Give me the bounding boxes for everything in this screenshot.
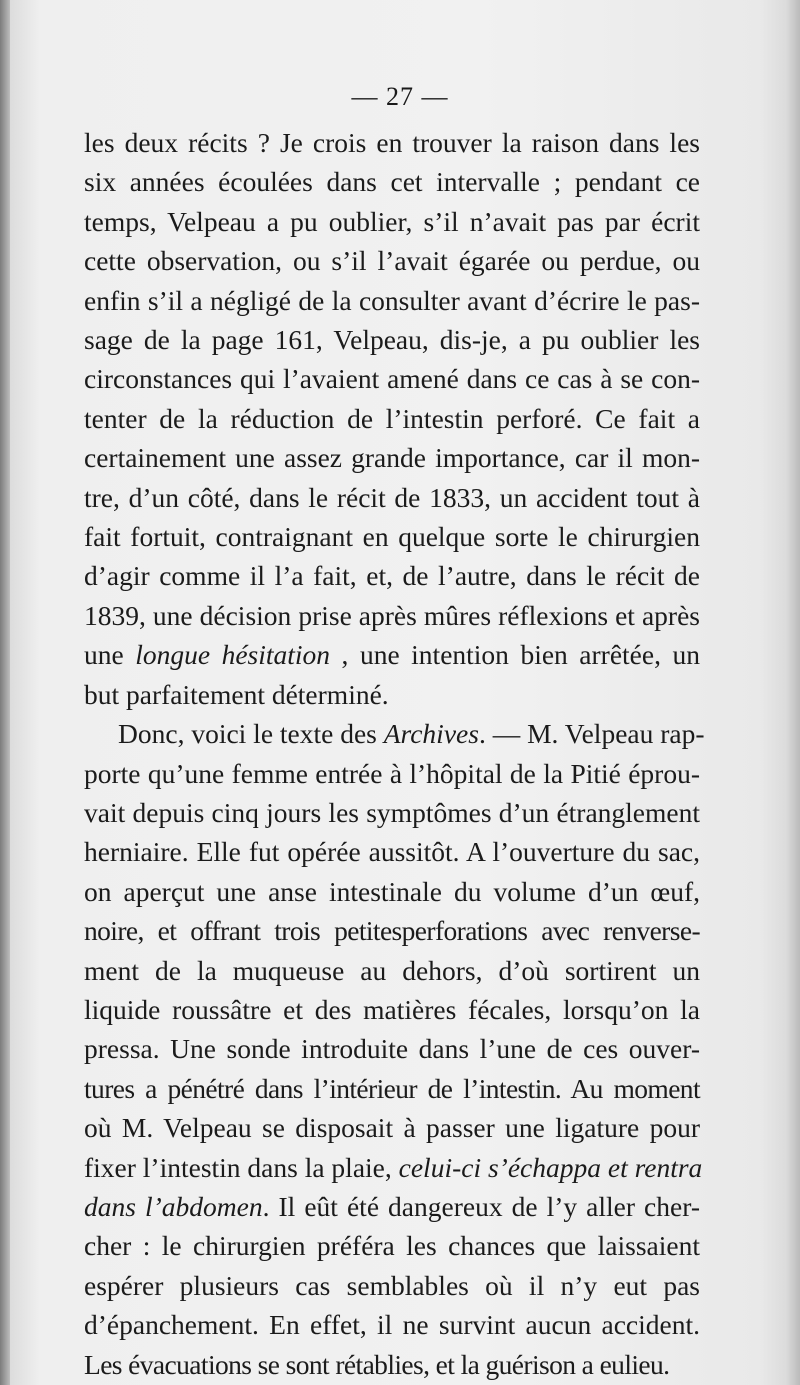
text-line: but parfaitement déterminé.: [84, 678, 389, 710]
text-line: 1839, une décision prise après mûres réflexions et après: [84, 599, 700, 631]
text-line: cher : le chirurgien préféra les chances que laissaient: [84, 1230, 700, 1262]
text-line: ment de la muqueuse au dehors, d’où sortirent un: [84, 954, 700, 986]
italic-phrase: Archives: [383, 718, 479, 750]
text-line: où M. Velpeau se disposait à passer une ligature pour: [84, 1112, 700, 1144]
text-line: on aperçut une anse intestinale du volume d’un œuf,: [84, 875, 700, 907]
text-line: herniaire. Elle fut opérée aussitôt. A l’ouverture du sac,: [84, 836, 700, 868]
text-line: fait fortuit, contraignant en quelque sorte le chirurgien: [84, 521, 700, 553]
text-line: circonstances qui l’avaient amené dans ce cas à se con-: [84, 363, 700, 395]
line-text: , une intention bien arrêtée, un: [330, 639, 700, 671]
text-line: Les évacuations se sont rétablies, et la guérison a eulieu.: [84, 1348, 670, 1380]
text-line: cette observation, ou s’il l’avait égarée ou perdue, ou: [84, 245, 700, 277]
text-line: [84, 714, 705, 753]
line-text: fixer l’intestin dans la plaie,: [84, 1151, 399, 1183]
italic-phrase: dans l’abdomen: [84, 1190, 263, 1222]
text-line: vait depuis cinq jours les symptômes d’un étranglement: [84, 796, 700, 828]
text-line: porte qu’une femme entrée à l’hôpital de la Pitié éprou-: [84, 757, 700, 789]
text-line: temps, Velpeau a pu oublier, s’il n’avait pas par écrit: [84, 205, 700, 237]
text-line: enfin s’il a négligé de la consulter avant d’écrire le pas-: [84, 284, 700, 316]
text-line: d’agir comme il l’a fait, et, de l’autre, dans le récit de: [84, 560, 700, 592]
page-edge-shadow: [786, 0, 800, 1385]
text-line: liquide roussâtre et des matières fécales, lorsqu’on la: [84, 993, 700, 1025]
text-line: sage de la page 161, Velpeau, dis-je, a pu oublier les: [84, 324, 700, 356]
line-text: Donc, voici le texte des: [118, 718, 384, 750]
italic-phrase: celui-ci s’échappa et rentra: [398, 1151, 703, 1183]
page-spine-shadow: [0, 0, 10, 1385]
text-line: tenter de la réduction de l’intestin perforé. Ce fait a: [84, 402, 700, 434]
text-line: six années écoulées dans cet intervalle ; pendant ce: [84, 166, 700, 198]
text-line: tre, d’un côté, dans le récit de 1833, un accident tout à: [84, 481, 700, 513]
text-line: [84, 1148, 703, 1187]
text-line: espérer plusieurs cas semblables où il n’y eut pas: [84, 1269, 700, 1301]
body-text: [84, 123, 705, 1384]
italic-phrase: longue hésitation: [135, 639, 331, 671]
text-line: [84, 635, 700, 674]
text-line: d’épanchement. En effet, il ne survint aucun accident.: [84, 1309, 700, 1341]
text-line: tures a pénétré dans l’intérieur de l’intestin. Au moment: [84, 1072, 700, 1104]
line-text: une: [84, 639, 136, 671]
text-line: pressa. Une sonde introduite dans l’une de ces ouver-: [84, 1033, 700, 1065]
page-number: — 27 —: [351, 82, 449, 111]
text-line: certainement une assez grande importance, car il mon-: [84, 442, 700, 474]
text-line: noire, et offrant trois petitesperforations avec renverse-: [84, 915, 700, 947]
text-line: les deux récits ? Je crois en trouver la raison dans les: [84, 127, 700, 158]
text-line: [84, 1187, 700, 1226]
line-text: . Il eût été dangereux de l’y aller cher-: [262, 1190, 700, 1222]
line-text: . — M. Velpeau rap-: [478, 718, 705, 750]
